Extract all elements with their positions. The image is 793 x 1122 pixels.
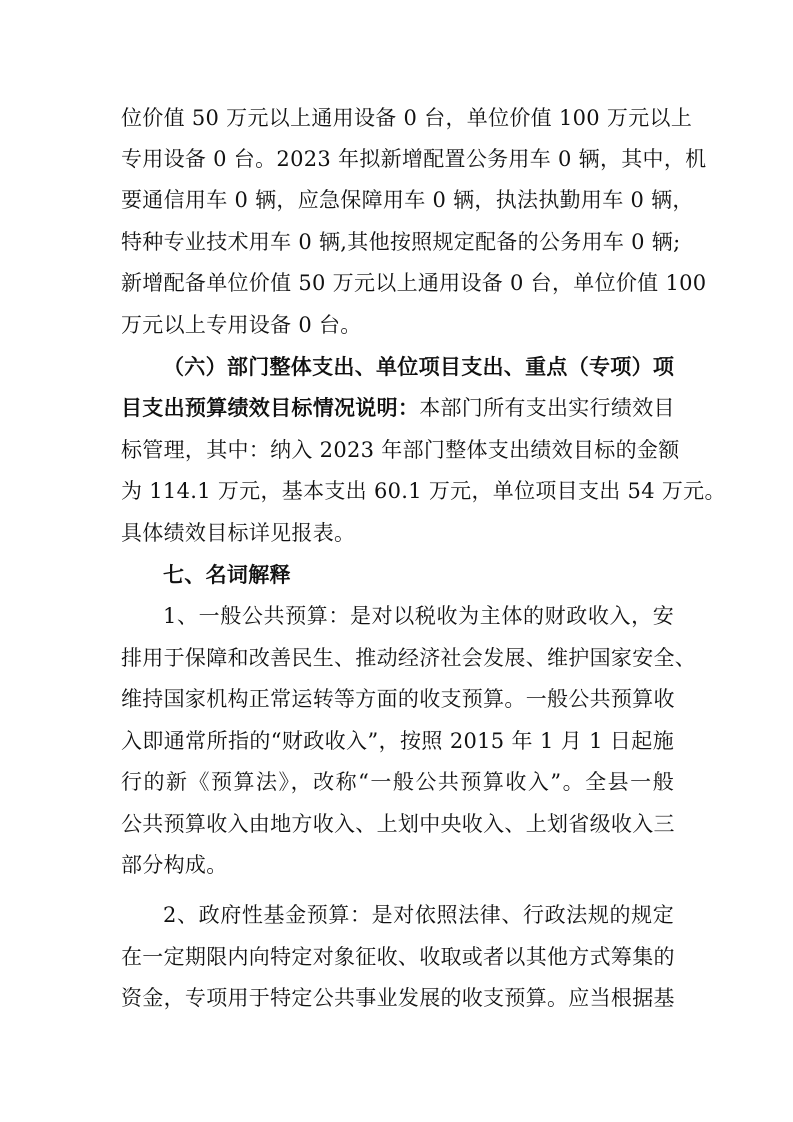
paragraph-line: 具体绩效目标详见报表。 bbox=[121, 521, 356, 545]
paragraph-line: 特种专业技术用车 0 辆,其他按照规定配备的公务用车 0 辆; bbox=[121, 230, 681, 254]
section-6-heading-continued: 目支出预算绩效目标情况说明： bbox=[121, 395, 420, 420]
term-1-line: 维持国家机构正常运转等方面的收支预算。一般公共预算收 bbox=[121, 687, 675, 711]
paragraph-line: 万元以上专用设备 0 台。 bbox=[121, 313, 362, 337]
section-6-text: 本部门所有支出实行绩效目 bbox=[419, 396, 675, 420]
term-2-line: 在一定期限内向特定对象征收、收取或者以其他方式筹集的 bbox=[121, 945, 675, 969]
term-1-line: 公共预算收入由地方收入、上划中央收入、上划省级收入三 bbox=[121, 812, 675, 836]
section-6-heading: （六）部门整体支出、单位项目支出、重点（专项）项 bbox=[163, 354, 675, 379]
paragraph-line: 位价值 50 万元以上通用设备 0 台，单位价值 100 万元以上 bbox=[121, 106, 693, 130]
term-1-line: 入即通常所指的“财政收入”，按照 2015 年 1 月 1 日起施 bbox=[121, 729, 674, 753]
paragraph-line: 专用设备 0 台。2023 年拟新增配置公务用车 0 辆，其中，机 bbox=[121, 147, 707, 171]
term-2-line: 2、政府性基金预算：是对依照法律、行政法规的规定 bbox=[163, 903, 674, 927]
term-1-line: 排用于保障和改善民生、推动经济社会发展、维护国家安全、 bbox=[121, 646, 697, 670]
section-6-mixed-line bbox=[121, 393, 674, 423]
term-1-line: 部分构成。 bbox=[121, 853, 228, 877]
paragraph-line: 标管理，其中：纳入 2023 年部门整体支出绩效目标的金额 bbox=[121, 438, 680, 462]
paragraph-line: 新增配备单位价值 50 万元以上通用设备 0 台，单位价值 100 bbox=[121, 271, 707, 295]
paragraph-line: 为 114.1 万元，基本支出 60.1 万元，单位项目支出 54 万元。 bbox=[121, 479, 726, 503]
term-1-line: 1、一般公共预算：是对以税收为主体的财政收入，安 bbox=[163, 604, 674, 628]
section-7-heading: 七、名词解释 bbox=[163, 562, 291, 587]
paragraph-line: 要通信用车 0 辆，应急保障用车 0 辆，执法执勤用车 0 辆， bbox=[121, 188, 694, 212]
term-1-line: 行的新《预算法》，改称“一般公共预算收入”。全县一般 bbox=[121, 770, 674, 794]
term-2-line: 资金，专项用于特定公共事业发展的收支预算。应当根据基 bbox=[121, 986, 675, 1010]
